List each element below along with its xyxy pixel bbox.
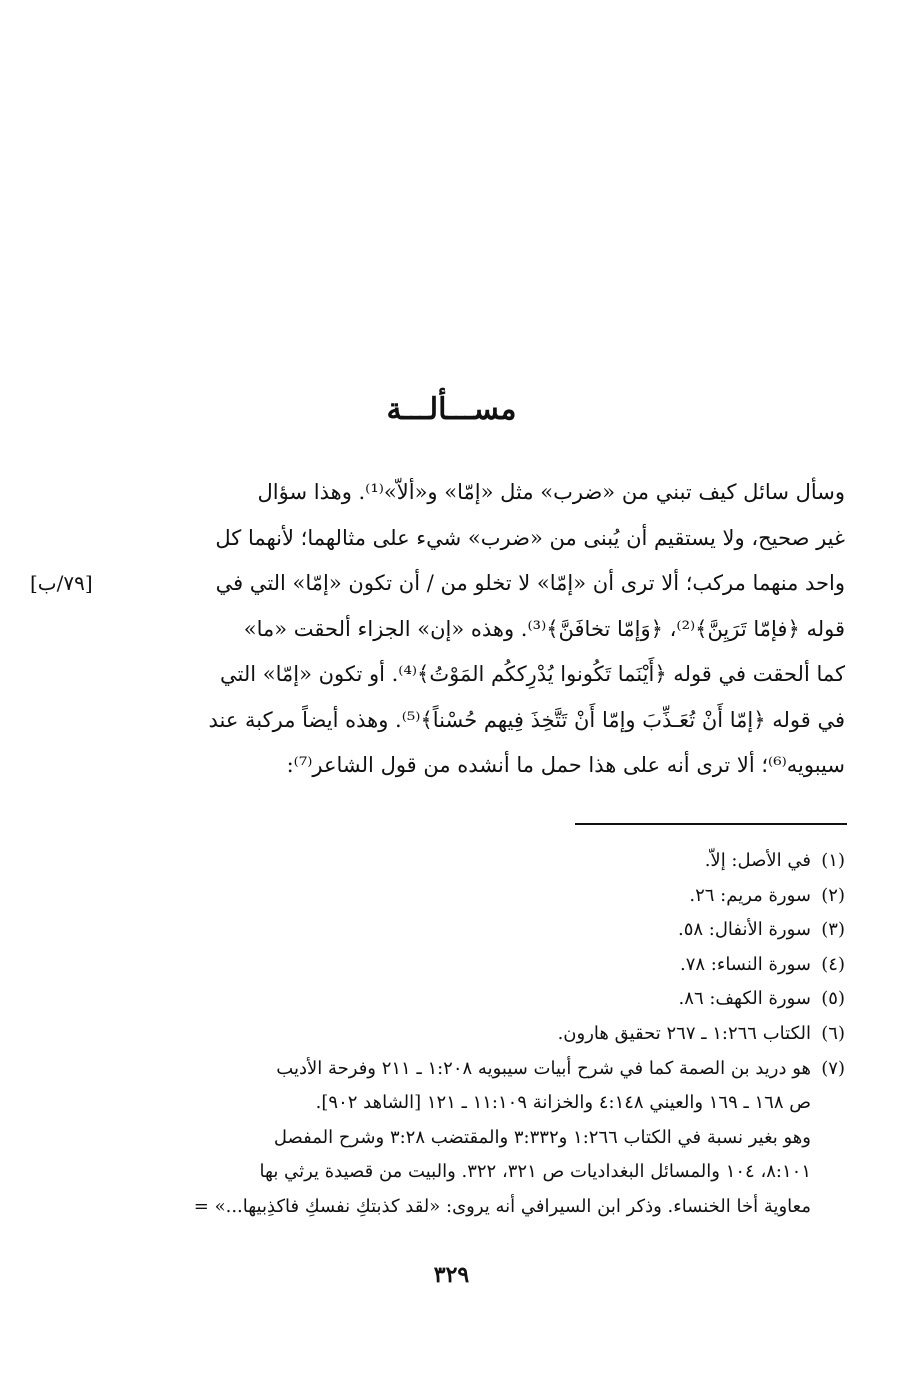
footnote-text: في الأصل: إلاّ. [704,850,811,871]
body-line: غير صحيح، ولا يستقيم أن يُبنى من «ضرب» شيء على مثالهما؛ لأنهما كل [215,525,845,550]
footnote-continuation: معاوية أخا الخنساء. وذكر ابن السيرافي أنه يروى: «لقد كذبتكِ نفسكِ فاكذِبيها...» = [193,1195,811,1217]
footnote-item [140,982,845,1017]
footnote-item [140,1052,845,1087]
footnote-number: (٢) [821,884,845,906]
footnote-text: سورة الكهف: ٨٦. [678,988,811,1010]
footnotes [140,844,845,1225]
footnote-item [140,913,845,948]
footnote-number: (٣) [821,919,845,941]
footnote-text: سورة النساء: ٧٨. [679,953,811,975]
footnote-continuation: ص ١٦٨ ـ ١٦٩ والعيني ٤:١٤٨ والخزانة ١١:١٠٩ ـ ١٢١ [الشاهد ٩٠٢]. [315,1092,811,1114]
footnote-number: (١) [821,850,845,871]
body-line: سيبويه⁽⁶⁾؛ ألا ترى أنه على هذا حمل ما أنشده من قول الشاعر⁽⁷⁾: [286,753,845,777]
footnote-number: (٧) [821,1057,845,1079]
section-title: مســـألـــة [386,392,517,427]
body-paragraph [148,470,845,789]
footnote-number: (٤) [821,953,845,975]
footnote-item [140,844,845,879]
footnote-item [140,879,845,914]
body-line: في قوله ﴿إمّا أَنْ تُعَـذِّبَ وإمّا أَنْ تَتَّخِذَ فِيهم حُسْناً﴾⁽⁵⁾. وهذه أيضاً مركبة عند [208,707,845,732]
footnote-text: الكتاب ١:٢٦٦ ـ ٢٦٧ تحقيق هارون. [557,1022,811,1044]
footnote-separator [575,823,847,825]
footnote-continuation: ٨:١٠١، ١٠٤ والمسائل البغداديات ص ٣٢١، ٣٢٢. والبيت من قصيدة يرثي بها [259,1161,811,1183]
body-line: قوله ﴿فإمّا تَرَيِنَّ﴾⁽²⁾، ﴿وَإمّا تخافَنَّ﴾⁽³⁾. وهذه «إن» الجزاء ألحقت «ما» [243,616,845,641]
body-line: وسأل سائل كيف تبني من «ضرب» مثل «إمّا» و«ألاّ»⁽¹⁾. وهذا سؤال [257,480,845,504]
footnote-text: سورة مريم: ٢٦. [689,884,811,906]
footnote-number: (٦) [821,1022,845,1044]
footnote-text: هو دريد بن الصمة كما في شرح أبيات سيبويه ١:٢٠٨ ـ ٢١١ وفرحة الأديب [276,1057,811,1079]
page-number: ٣٢٩ [433,1262,470,1288]
footnote-text: سورة الأنفال: ٥٨. [677,919,811,941]
body-line: واحد منهما مركب؛ ألا ترى أن «إمّا» لا تخلو من / أن تكون «إمّا» التي في [215,571,845,595]
footnote-continuation: وهو بغير نسبة في الكتاب ١:٢٦٦ و٣:٣٣٢ والمقتضب ٣:٢٨ وشرح المفصل [273,1126,811,1148]
manuscript-folio-note: [٧٩/ب] [30,571,93,595]
body-line: كما ألحقت في قوله ﴿أَيْنَما تَكُونوا يُدْرِككُم المَوْتُ﴾⁽⁴⁾. أو تكون «إمّا» التي [219,662,845,686]
footnote-item [140,1017,845,1052]
footnote-number: (٥) [821,988,845,1010]
footnote-item [140,948,845,983]
